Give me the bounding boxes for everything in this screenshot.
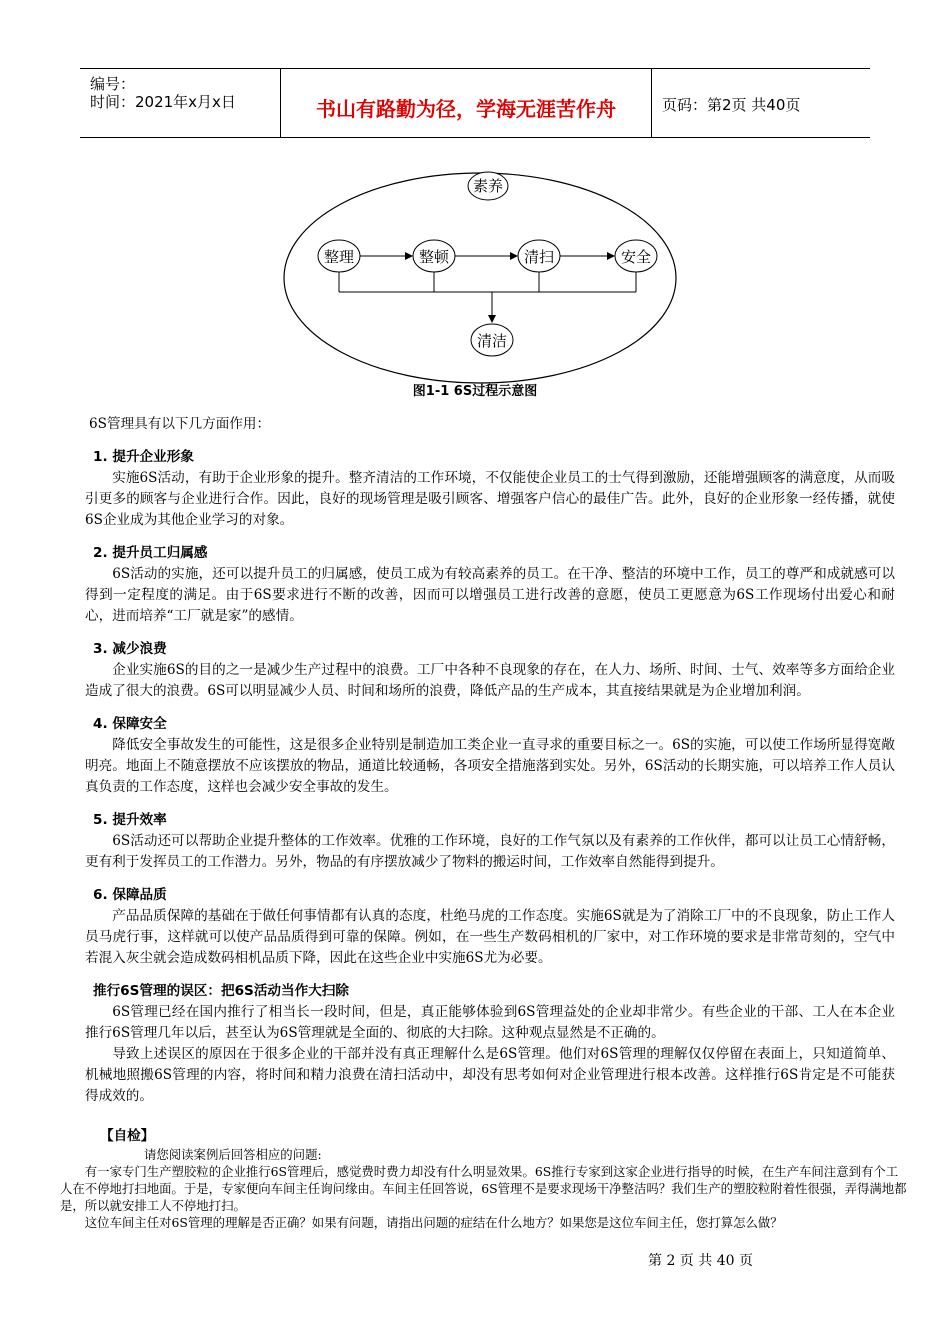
node-step-4-label: 安全 [620,248,652,266]
selfcheck-question: 这位车间主任对6S管理的理解是否正确？如果有问题，请指出问题的症结在什么地方？如果您是这位车间主任，您打算怎么做？ [84,1215,783,1230]
section-5-text: 6S活动还可以帮助企业提升整体的工作效率。优雅的工作环境，良好的工作气氛以及有素养的工作伙伴，都可以让员工心情舒畅，更有利于发挥员工的工作潜力。另外，物品的有序摆放减少了物料的搬运时间，工作效率自然能得到提升。 [85,833,895,870]
6s-process-diagram [280,170,680,390]
node-top-label: 素养 [472,177,504,195]
selfcheck-instruction: 请您阅读案例后回答相应的问题: [144,1147,322,1162]
node-step-4 [615,240,657,272]
header-meta [80,69,281,137]
misconception-title: 推行6S管理的误区：把6S活动当作大扫除 [93,983,349,999]
node-step-2-label: 整顿 [418,248,450,266]
figure-caption: 图1-1 6S过程示意图 [412,384,538,399]
node-step-3 [518,240,560,272]
section-2-text: 6S活动的实施，还可以提升员工的归属感，使员工成为有较高素养的员工。在干净、整洁的环境中工作，员工的尊严和成就感可以得到一定程度的满足。由于6S要求进行不断的改善，因而可以增强员工进行改善的意愿，使员工更愿意为6S工作现场付出爱心和耐心，进而培养“工厂就是家”的感情。 [85,566,895,624]
node-bottom-label: 清洁 [476,332,508,350]
section-6-title: 6. 保障品质 [93,887,167,903]
header-motto: 书山有路勤为径，学海无涯苦作舟 [316,97,616,121]
intro-text: 6S管理具有以下几方面作用： [89,416,271,432]
node-top [468,172,508,200]
doc-number-label: 编号： [90,75,136,93]
section-4-title: 4. 保障安全 [93,716,167,732]
node-step-1-label: 整理 [323,248,355,266]
selfcheck-title: 【自检】 [100,1128,155,1144]
section-5-title: 5. 提升效率 [93,812,167,828]
main-content [85,414,895,1107]
node-step-1 [318,240,360,272]
selfcheck-case: 有一家专门生产塑胶粒的企业推行6S管理后，感觉费时费力却没有什么明显效果。6S推行专家到这家企业进行指导的时候，在生产车间注意到有个工人在不停地打扫地面。于是，专家便向车间主任询问缘由。车间主任回答说，6S管理不是要求现场干净整洁吗？我们生产的塑胶粒附着性很强，弄得满地都是，所以就安排工人不停地打扫。 [60,1164,907,1213]
section-1-text: 实施6S活动，有助于企业形象的提升。整齐清洁的工作环境，不仅能使企业员工的士气得到激励，还能增强顾客的满意度，从而吸引更多的顾客与企业进行合作。因此，良好的现场管理是吸引顾客、增强客户信心的最佳广告。此外，良好的企业形象一经传播，就使6S企业成为其他企业学习的对象。 [85,470,895,528]
header-page-info: 页码：第2页 共40页 [662,96,801,114]
node-step-2 [413,240,455,272]
section-6-text: 产品品质保障的基础在于做任何事情都有认真的态度，杜绝马虎的工作态度。实施6S就是为了消除工厂中的不良现象，防止工作人员马虎行事，这样就可以使产品品质得到可靠的保障。例如，在一些生产数码相机的厂家中，对工作环境的要求是非常苛刻的，空气中若混入灰尘就会造成数码相机品质下降，因此在这些企业中实施6S尤为必要。 [85,908,895,966]
section-1-title: 1. 提升企业形象 [93,449,194,465]
header-motto-cell [281,69,652,137]
header-page-cell [652,69,870,137]
section-3-title: 3. 减少浪费 [93,641,167,657]
misconception-paragraph-1: 6S管理已经在国内推行了相当长一段时间，但是，真正能够体验到6S管理益处的企业却非常少。有些企业的干部、工人在本企业推行6S管理几年以后，甚至认为6S管理就是全面的、彻底的大扫除。这种观点显然是不正确的。 [85,1004,895,1041]
misconception-paragraph-2: 导致上述误区的原因在于很多企业的干部并没有真正理解什么是6S管理。他们对6S管理的理解仅仅停留在表面上，只知道简单、机械地照搬6S管理的内容，将时间和精力浪费在清扫活动中，却没有思考如何对企业管理进行根本改善。这样推行6S肯定是不可能获得成效的。 [85,1046,895,1104]
node-bottom [471,324,513,356]
doc-time-label: 时间：2021年x月x日 [90,93,236,111]
section-4-text: 降低安全事故发生的可能性，这是很多企业特别是制造加工类企业一直寻求的重要目标之一。6S的实施，可以使工作场所显得宽敞明亮。地面上不随意摆放不应该摆放的物品，通道比较通畅，各项安全措施落到实处。另外，6S活动的长期实施，可以培养工作人员认真负责的工作态度，这样也会减少安全事故的发生。 [85,737,895,795]
section-3-text: 企业实施6S的目的之一是减少生产过程中的浪费。工厂中各种不良现象的存在，在人力、场所、时间、士气、效率等多方面给企业造成了很大的浪费。6S可以明显减少人员、时间和场所的浪费，降低产品的生产成本，其直接结果就是为企业增加利润。 [85,662,895,699]
page-footer: 第 2 页 共 40 页 [648,1253,753,1269]
page-header [80,68,870,138]
section-2-title: 2. 提升员工归属感 [93,545,208,561]
selfcheck-box [60,1126,910,1231]
node-step-3-label: 清扫 [523,248,555,266]
